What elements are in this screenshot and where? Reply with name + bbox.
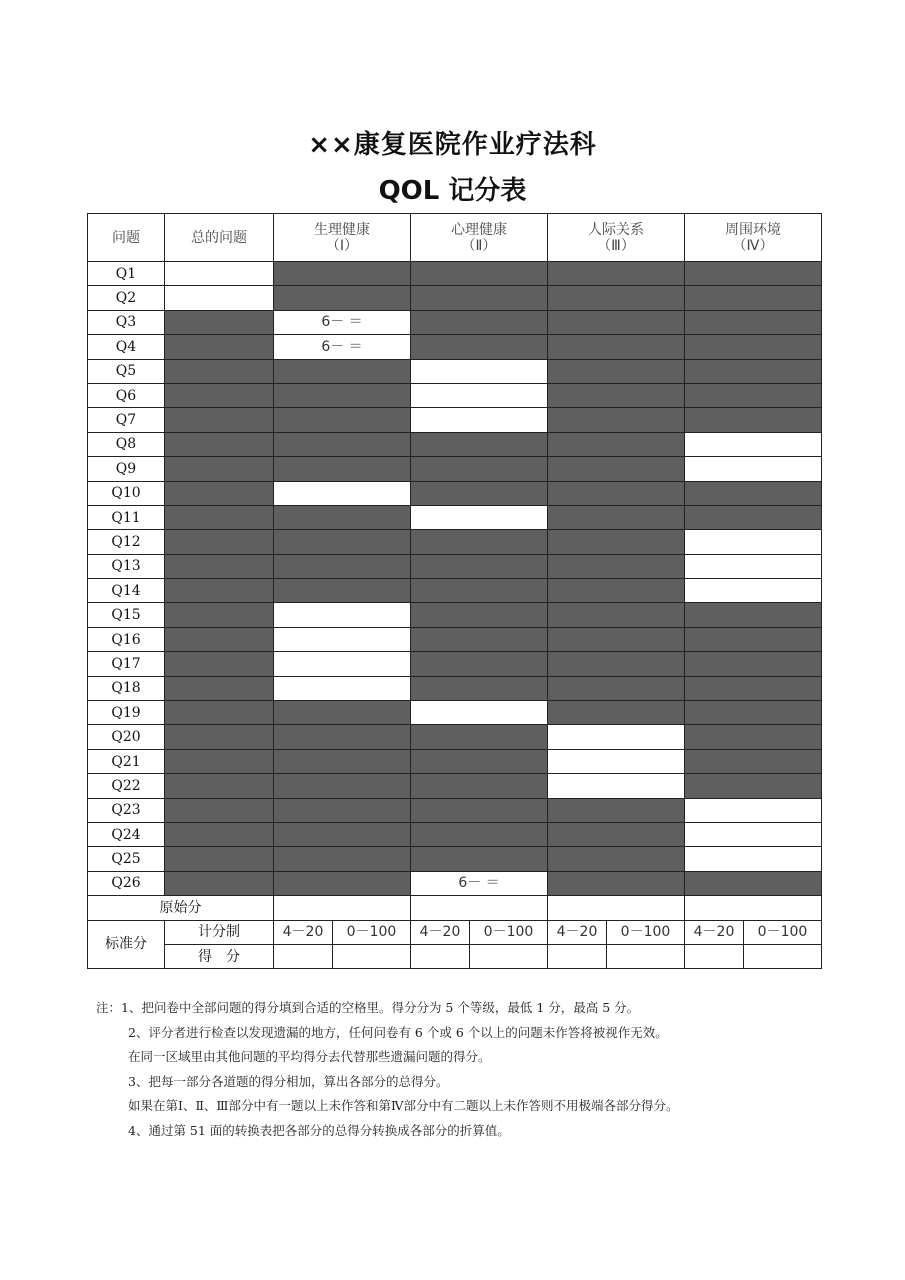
shaded-cell <box>548 432 685 456</box>
note-line: 在同一区域里由其他问题的平均得分去代替那些遗漏问题的得分。 <box>128 1049 491 1064</box>
question-label: Q11 <box>88 505 165 529</box>
header-section-roman: （Ⅲ） <box>597 237 635 254</box>
shaded-cell <box>685 262 822 286</box>
shaded-cell <box>274 798 411 822</box>
shaded-cell <box>411 432 548 456</box>
answer-cell[interactable] <box>685 530 822 554</box>
header-section-roman: （Ⅰ） <box>325 237 359 254</box>
raw-score-label: 原始分 <box>88 896 274 920</box>
note-line: 3、把每一部分各道题的得分相加，算出各部分的总得分。 <box>128 1073 449 1089</box>
question-label: Q13 <box>88 554 165 578</box>
question-row <box>88 701 822 725</box>
header-section-name: 心理健康 <box>451 221 507 238</box>
shaded-cell <box>274 749 411 773</box>
scale-0-100: 0－100 <box>744 920 822 944</box>
shaded-cell <box>165 652 274 676</box>
question-label: Q5 <box>88 359 165 383</box>
shaded-cell <box>274 432 411 456</box>
shaded-cell <box>165 335 274 359</box>
header-section-social <box>548 214 685 262</box>
question-label: Q24 <box>88 822 165 846</box>
note-line: 2、评分者进行检查以发现遗漏的地方，任何问卷有 6 个或 6 个以上的问题未作答将被视作无效。 <box>128 1024 668 1040</box>
shaded-cell <box>685 359 822 383</box>
raw-score-cell-1[interactable] <box>274 896 411 920</box>
header-section-name: 周围环境 <box>725 221 781 238</box>
shaded-cell <box>685 505 822 529</box>
shaded-cell <box>685 627 822 651</box>
shaded-cell <box>685 310 822 334</box>
scoring-system-label: 计分制 <box>165 920 274 944</box>
question-label: Q14 <box>88 579 165 603</box>
question-row <box>88 286 822 310</box>
question-row <box>88 262 822 286</box>
question-row <box>88 798 822 822</box>
question-row <box>88 383 822 407</box>
question-label: Q4 <box>88 335 165 359</box>
shaded-cell <box>411 481 548 505</box>
shaded-cell <box>548 310 685 334</box>
question-label: Q7 <box>88 408 165 432</box>
shaded-cell <box>411 554 548 578</box>
shaded-cell <box>548 262 685 286</box>
score-row <box>88 944 822 968</box>
header-overall: 总的问题 <box>165 214 274 262</box>
shaded-cell <box>548 335 685 359</box>
scale-0-100: 0－100 <box>607 920 685 944</box>
raw-score-cell-4[interactable] <box>685 896 822 920</box>
shaded-cell <box>165 749 274 773</box>
shaded-cell <box>548 627 685 651</box>
shaded-cell <box>411 603 548 627</box>
question-row <box>88 359 822 383</box>
answer-cell[interactable] <box>685 457 822 481</box>
shaded-cell <box>274 262 411 286</box>
question-label: Q10 <box>88 481 165 505</box>
shaded-cell <box>165 310 274 334</box>
shaded-cell <box>165 603 274 627</box>
shaded-cell <box>685 774 822 798</box>
answer-cell[interactable]: 6－ ＝ <box>274 310 411 334</box>
shaded-cell <box>548 652 685 676</box>
question-row <box>88 871 822 895</box>
raw-score-row <box>88 896 822 920</box>
shaded-cell <box>165 676 274 700</box>
answer-cell[interactable] <box>685 847 822 871</box>
question-label: Q20 <box>88 725 165 749</box>
score-cell[interactable] <box>607 944 685 968</box>
answer-cell[interactable] <box>411 408 548 432</box>
answer-cell[interactable] <box>411 505 548 529</box>
shaded-cell <box>411 627 548 651</box>
question-row <box>88 432 822 456</box>
shaded-cell <box>165 798 274 822</box>
shaded-cell <box>274 774 411 798</box>
shaded-cell <box>165 481 274 505</box>
shaded-cell <box>548 701 685 725</box>
shaded-cell <box>548 847 685 871</box>
question-row <box>88 457 822 481</box>
header-section-roman: （Ⅱ） <box>461 237 497 254</box>
shaded-cell <box>274 725 411 749</box>
shaded-cell <box>548 505 685 529</box>
score-cell[interactable] <box>548 944 607 968</box>
shaded-cell <box>685 676 822 700</box>
shaded-cell <box>548 676 685 700</box>
question-row <box>88 847 822 871</box>
answer-cell[interactable]: 6－ ＝ <box>411 871 548 895</box>
shaded-cell <box>548 286 685 310</box>
question-row <box>88 652 822 676</box>
answer-cell[interactable] <box>685 579 822 603</box>
answer-cell[interactable] <box>685 822 822 846</box>
shaded-cell <box>165 725 274 749</box>
score-label: 得 分 <box>165 944 274 968</box>
question-label: Q12 <box>88 530 165 554</box>
question-row <box>88 627 822 651</box>
shaded-cell <box>274 457 411 481</box>
shaded-cell <box>411 676 548 700</box>
shaded-cell <box>685 871 822 895</box>
shaded-cell <box>165 408 274 432</box>
shaded-cell <box>165 530 274 554</box>
standard-score-label: 标准分 <box>88 920 165 969</box>
shaded-cell <box>274 871 411 895</box>
question-label: Q23 <box>88 798 165 822</box>
question-label: Q3 <box>88 310 165 334</box>
answer-cell[interactable] <box>548 725 685 749</box>
question-label: Q25 <box>88 847 165 871</box>
score-cell[interactable] <box>411 944 470 968</box>
raw-score-cell-2[interactable] <box>411 896 548 920</box>
header-question: 问题 <box>88 214 165 262</box>
question-label: Q17 <box>88 652 165 676</box>
table-header-row <box>88 214 822 262</box>
raw-score-cell-3[interactable] <box>548 896 685 920</box>
question-row <box>88 554 822 578</box>
scale-4-20: 4－20 <box>548 920 607 944</box>
scale-4-20: 4－20 <box>274 920 333 944</box>
form-subtitle: QOL 记分表 <box>378 176 527 206</box>
shaded-cell <box>548 798 685 822</box>
question-row <box>88 335 822 359</box>
scale-0-100: 0－100 <box>470 920 548 944</box>
score-cell[interactable] <box>274 944 333 968</box>
question-label: Q16 <box>88 627 165 651</box>
shaded-cell <box>411 579 548 603</box>
answer-cell[interactable] <box>274 481 411 505</box>
answer-cell[interactable] <box>411 383 548 407</box>
question-row <box>88 579 822 603</box>
shaded-cell <box>165 457 274 481</box>
shaded-cell <box>685 701 822 725</box>
answer-cell[interactable] <box>274 627 411 651</box>
shaded-cell <box>548 579 685 603</box>
shaded-cell <box>411 335 548 359</box>
score-cell[interactable] <box>744 944 822 968</box>
header-section-roman: （Ⅳ） <box>732 237 774 254</box>
answer-cell[interactable] <box>685 798 822 822</box>
question-row <box>88 676 822 700</box>
scale-4-20: 4－20 <box>685 920 744 944</box>
shaded-cell <box>548 554 685 578</box>
question-row <box>88 725 822 749</box>
question-label: Q26 <box>88 871 165 895</box>
shaded-cell <box>165 359 274 383</box>
qol-score-table <box>87 213 822 969</box>
shaded-cell <box>274 530 411 554</box>
answer-cell[interactable] <box>411 701 548 725</box>
shaded-cell <box>165 701 274 725</box>
shaded-cell <box>685 286 822 310</box>
question-row <box>88 408 822 432</box>
shaded-cell <box>548 530 685 554</box>
question-row <box>88 481 822 505</box>
answer-cell[interactable] <box>274 652 411 676</box>
shaded-cell <box>411 798 548 822</box>
shaded-cell <box>165 383 274 407</box>
question-label: Q8 <box>88 432 165 456</box>
scoring-system-row <box>88 920 822 944</box>
question-row <box>88 749 822 773</box>
shaded-cell <box>274 383 411 407</box>
answer-cell[interactable] <box>274 603 411 627</box>
score-cell[interactable] <box>333 944 411 968</box>
question-label: Q21 <box>88 749 165 773</box>
shaded-cell <box>548 822 685 846</box>
shaded-cell <box>685 408 822 432</box>
score-cell[interactable] <box>470 944 548 968</box>
shaded-cell <box>165 871 274 895</box>
answer-cell[interactable]: 6－ ＝ <box>274 335 411 359</box>
question-row <box>88 774 822 798</box>
header-section-environment <box>685 214 822 262</box>
header-section-psychological <box>411 214 548 262</box>
shaded-cell <box>411 457 548 481</box>
answer-cell[interactable] <box>165 262 274 286</box>
shaded-cell <box>274 359 411 383</box>
shaded-cell <box>685 383 822 407</box>
shaded-cell <box>411 286 548 310</box>
note-line: 4、通过第 51 面的转换表把各部分的总得分转换成各部分的折算值。 <box>128 1122 510 1138</box>
shaded-cell <box>411 774 548 798</box>
note-line: 如果在第Ⅰ、Ⅱ、Ⅲ部分中有一题以上未作答和第Ⅳ部分中有二题以上未作答则不用极端各部分得分。 <box>128 1098 679 1113</box>
shaded-cell <box>274 505 411 529</box>
shaded-cell <box>685 481 822 505</box>
shaded-cell <box>274 701 411 725</box>
shaded-cell <box>548 871 685 895</box>
shaded-cell <box>165 822 274 846</box>
question-row <box>88 822 822 846</box>
shaded-cell <box>165 627 274 651</box>
answer-cell[interactable] <box>685 432 822 456</box>
shaded-cell <box>411 847 548 871</box>
question-label: Q15 <box>88 603 165 627</box>
question-label: Q9 <box>88 457 165 481</box>
shaded-cell <box>411 749 548 773</box>
shaded-cell <box>548 383 685 407</box>
question-row <box>88 310 822 334</box>
shaded-cell <box>274 554 411 578</box>
question-label: Q22 <box>88 774 165 798</box>
header-section-physical <box>274 214 411 262</box>
answer-cell[interactable] <box>685 554 822 578</box>
question-label: Q19 <box>88 701 165 725</box>
shaded-cell <box>685 335 822 359</box>
shaded-cell <box>274 286 411 310</box>
shaded-cell <box>165 774 274 798</box>
shaded-cell <box>165 554 274 578</box>
shaded-cell <box>685 749 822 773</box>
question-row <box>88 530 822 554</box>
score-cell[interactable] <box>685 944 744 968</box>
question-row <box>88 603 822 627</box>
answer-cell[interactable] <box>548 774 685 798</box>
form-title: ××康复医院作业疗法科 <box>308 130 597 160</box>
question-label: Q6 <box>88 383 165 407</box>
shaded-cell <box>548 603 685 627</box>
shaded-cell <box>274 579 411 603</box>
shaded-cell <box>548 457 685 481</box>
question-label: Q18 <box>88 676 165 700</box>
shaded-cell <box>274 408 411 432</box>
answer-cell[interactable] <box>274 676 411 700</box>
shaded-cell <box>548 481 685 505</box>
shaded-cell <box>411 262 548 286</box>
shaded-cell <box>548 408 685 432</box>
notes-section <box>96 996 816 1143</box>
shaded-cell <box>274 822 411 846</box>
shaded-cell <box>165 432 274 456</box>
header-section-name: 生理健康 <box>314 221 370 238</box>
scale-0-100: 0－100 <box>333 920 411 944</box>
note-line: 注：1、把问卷中全部问题的得分填到合适的空格里。得分分为 5 个等级，最低 1 分，最高 5 分。 <box>96 1000 640 1015</box>
question-label: Q1 <box>88 262 165 286</box>
shaded-cell <box>165 505 274 529</box>
shaded-cell <box>685 725 822 749</box>
shaded-cell <box>411 652 548 676</box>
answer-cell[interactable] <box>548 749 685 773</box>
question-row <box>88 505 822 529</box>
shaded-cell <box>411 530 548 554</box>
shaded-cell <box>411 725 548 749</box>
shaded-cell <box>548 359 685 383</box>
answer-cell[interactable] <box>411 359 548 383</box>
shaded-cell <box>411 310 548 334</box>
shaded-cell <box>685 603 822 627</box>
shaded-cell <box>165 847 274 871</box>
header-section-name: 人际关系 <box>588 221 644 238</box>
scale-4-20: 4－20 <box>411 920 470 944</box>
shaded-cell <box>411 822 548 846</box>
shaded-cell <box>165 579 274 603</box>
shaded-cell <box>685 652 822 676</box>
answer-cell[interactable] <box>165 286 274 310</box>
shaded-cell <box>274 847 411 871</box>
question-label: Q2 <box>88 286 165 310</box>
